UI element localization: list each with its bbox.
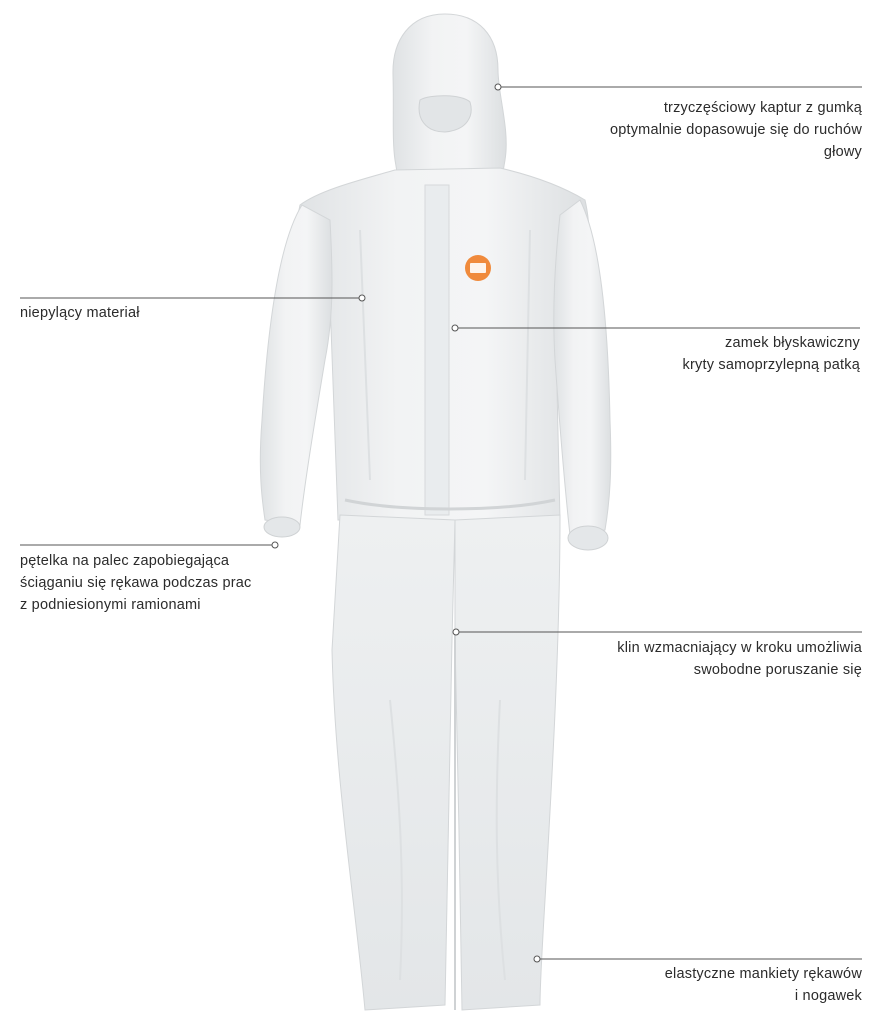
gusset-leader-dot — [453, 629, 459, 635]
material-leader-dot — [359, 295, 365, 301]
thumb-loop-callout-text — [20, 550, 251, 616]
coverall-suit — [260, 14, 610, 1010]
category-badge — [465, 255, 491, 281]
gusset-callout-line: swobodne poruszanie się — [693, 662, 862, 678]
thumb-loop-callout-line: ściąganiu się rękawa podczas prac — [20, 575, 252, 591]
gusset-callout-line: klin wzmacniający w kroku umożliwia — [617, 640, 862, 656]
right-sleeve — [554, 200, 611, 535]
gusset-callout-text — [617, 637, 862, 681]
hood-leader-dot — [495, 84, 501, 90]
left-leg — [332, 515, 455, 1010]
thumb-loop-callout-line: pętelka na palec zapobiegająca — [20, 553, 230, 569]
hood-callout-text — [610, 97, 862, 163]
hood-callout-line: optymalnie dopasowuje się do ruchów — [609, 122, 862, 138]
right-sleeve-cuff — [568, 526, 608, 550]
cuffs-callout-line: elastyczne mankiety rękawów — [664, 966, 862, 982]
zipper-flap — [425, 185, 449, 515]
cuffs-leader-dot — [534, 956, 540, 962]
zipper-callout-line: kryty samoprzylepną patką — [682, 357, 860, 373]
cuffs-callout-text — [665, 963, 862, 1007]
material-callout-line: niepylący materiał — [20, 305, 140, 321]
thumb-loop-leader-dot — [272, 542, 278, 548]
left-sleeve-cuff — [264, 517, 300, 537]
zipper-callout-text — [683, 332, 860, 376]
right-leg — [455, 515, 560, 1010]
material-callout-text — [20, 302, 140, 324]
thumb-loop-callout-line: z podniesionymi ramionami — [20, 597, 201, 613]
cuffs-callout-line: i nogawek — [794, 988, 862, 1004]
zipper-callout-line: zamek błyskawiczny — [725, 335, 860, 351]
zipper-leader-dot — [452, 325, 458, 331]
hood-callout-line: trzyczęściowy kaptur z gumką — [663, 100, 862, 116]
hood-callout-line: głowy — [823, 144, 862, 160]
left-sleeve — [260, 205, 332, 525]
